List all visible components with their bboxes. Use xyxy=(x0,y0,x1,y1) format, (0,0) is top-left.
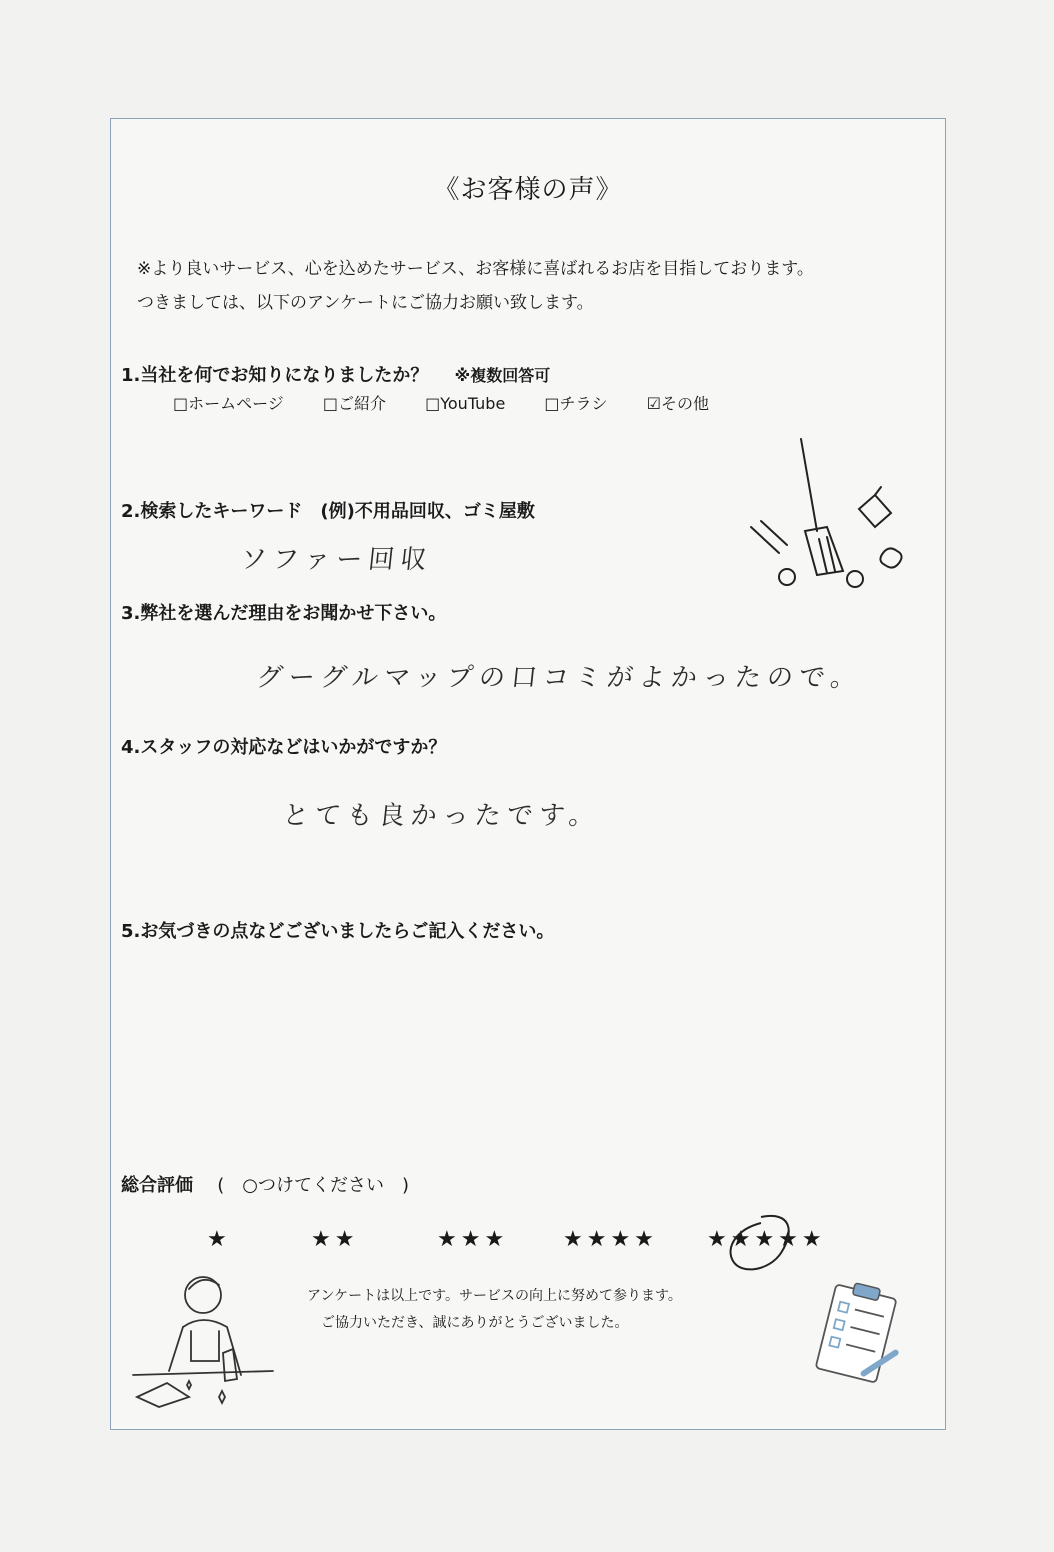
intro-text xyxy=(137,252,814,320)
question-2 xyxy=(121,497,535,523)
rating-1-star[interactable]: ★ xyxy=(207,1227,231,1252)
option-homepage[interactable]: □ホームページ xyxy=(173,394,284,413)
closing-message xyxy=(307,1283,682,1337)
question-1-label: 1.当社を何でお知りになりましたか？ xyxy=(121,365,429,386)
question-5-label: 5.お気づきの点などございましたらご記入ください。 xyxy=(121,921,555,942)
answer-5[interactable] xyxy=(151,959,911,1139)
question-1-options xyxy=(173,391,743,414)
intro-line-2: つきましては、以下のアンケートにご協力お願い致します。 xyxy=(137,293,594,313)
clipboard-checklist-icon xyxy=(803,1279,913,1389)
closing-line-1: アンケートは以上です。サービスの向上に努めて参ります。 xyxy=(307,1288,682,1304)
form-title: 《お客様の声》 xyxy=(433,175,623,205)
question-3 xyxy=(121,599,446,625)
question-1-note: ※複数回答可 xyxy=(454,366,551,385)
question-4 xyxy=(121,733,446,759)
broom-dustpan-icon xyxy=(747,435,917,595)
rating-2-stars[interactable]: ★★ xyxy=(311,1227,359,1252)
option-referral[interactable]: □ご紹介 xyxy=(322,394,387,413)
question-5 xyxy=(121,917,554,943)
question-3-label: 3.弊社を選んだ理由をお聞かせ下さい。 xyxy=(121,603,447,624)
rating-3-stars[interactable]: ★★★ xyxy=(437,1227,509,1252)
question-2-label: 2.検索したキーワード (例)不用品回収、ゴミ屋敷 xyxy=(121,501,535,522)
answer-3[interactable]: グーグルマップの口コミがよかったので。 xyxy=(255,663,864,693)
option-youtube[interactable]: □YouTube xyxy=(425,394,506,413)
option-other[interactable]: ☑その他 xyxy=(646,394,709,413)
survey-sheet xyxy=(110,118,946,1430)
rating-4-stars[interactable]: ★★★★ xyxy=(563,1227,658,1252)
rating-label: 総合評価 xyxy=(121,1175,193,1196)
question-4-label: 4.スタッフの対応などはいかがですか？ xyxy=(121,737,447,758)
cleaning-worker-icon xyxy=(123,1265,283,1415)
rating-5-stars[interactable]: ★★★★★ xyxy=(707,1227,826,1252)
closing-line-2: ご協力いただき、誠にありがとうございました。 xyxy=(321,1315,629,1331)
question-1 xyxy=(121,361,550,387)
intro-line-1: ※より良いサービス、心を込めたサービス、お客様に喜ばれるお店を目指しております。 xyxy=(137,259,814,279)
rating-section xyxy=(121,1171,409,1197)
option-flyer[interactable]: □チラシ xyxy=(544,394,608,413)
answer-4[interactable]: とても良かったです。 xyxy=(281,801,603,831)
selected-rating-circle xyxy=(711,1209,821,1279)
rating-instruction: ( ○つけてください ) xyxy=(217,1175,410,1196)
answer-2[interactable]: ソファー回収 xyxy=(239,545,434,575)
